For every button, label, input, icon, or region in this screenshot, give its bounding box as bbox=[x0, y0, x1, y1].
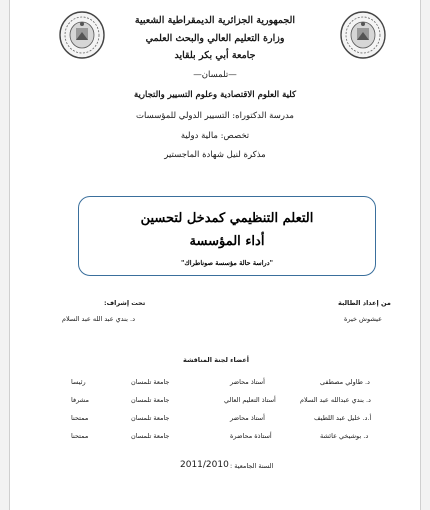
university-seal-left-icon bbox=[58, 10, 106, 60]
member-role: ممتحنا bbox=[71, 432, 89, 440]
member-role: ممتحنا bbox=[71, 414, 89, 422]
member-university: جامعة تلمسان bbox=[131, 396, 170, 404]
header-line-thesis: مذكرة لنيل شهادة الماجستير bbox=[164, 150, 266, 160]
member-name: د. بوشيخي عائشة bbox=[320, 432, 369, 440]
committee-row bbox=[0, 432, 430, 444]
header-line-faculty: كلية العلوم الاقتصادية وعلوم التسيير والتجارية bbox=[133, 90, 297, 100]
member-rank: أستاذ محاضر bbox=[230, 378, 265, 386]
university-seal-right-icon bbox=[339, 10, 387, 60]
member-name: د. طاولي مصطفى bbox=[320, 378, 370, 386]
header-line-republic: الجمهورية الجزائرية الديمقراطية الشعبية bbox=[134, 15, 296, 26]
header-line-ministry: وزارة التعليم العالي والبحث العلمي bbox=[145, 33, 285, 44]
committee-row bbox=[0, 378, 430, 390]
student-name: عيشوش خيرة bbox=[344, 315, 382, 323]
thesis-title-line-2: أداء المؤسسة bbox=[189, 234, 265, 249]
member-name: أ.د. خليل عبد اللطيف bbox=[314, 414, 372, 422]
committee-heading: أعضاء لجنة المناقشة bbox=[183, 356, 250, 364]
supervisor-label: تحت إشراف: bbox=[104, 299, 146, 307]
academic-year-label: السنة الجامعية : bbox=[230, 462, 274, 470]
member-role: رئيسا bbox=[71, 378, 86, 386]
member-university: جامعة تلمسان bbox=[131, 414, 170, 422]
header-line-specialty: تخصص: مالية دولية bbox=[180, 131, 250, 141]
member-university: جامعة تلمسان bbox=[131, 432, 170, 440]
thesis-subtitle: "دراسة حالة مؤسسة صوناطراك" bbox=[181, 259, 273, 267]
thesis-title-box bbox=[78, 196, 376, 276]
member-rank: أستاذ محاضر bbox=[230, 414, 265, 422]
member-role: مشرفا bbox=[71, 396, 89, 404]
committee-row bbox=[0, 396, 430, 408]
member-university: جامعة تلمسان bbox=[131, 378, 170, 386]
academic-year: 2011/2010 bbox=[180, 460, 229, 470]
member-rank: أستاذة محاضرة bbox=[230, 432, 272, 440]
student-label: من إعداد الطالبة bbox=[338, 299, 391, 307]
member-name: د. بندي عبدالله عبد السلام bbox=[300, 396, 371, 404]
member-rank: أستاذ التعليم العالي bbox=[224, 396, 276, 404]
header-line-city: —تلمسان— bbox=[193, 70, 237, 80]
committee-row bbox=[0, 414, 430, 426]
supervisor-name: د. بندي عبد الله عبد السلام bbox=[62, 315, 135, 323]
header-line-university: جامعة أبي بكر بلقايد bbox=[174, 50, 256, 61]
header-line-doctoral-school: مدرسة الدكتوراه: التسيير الدولي للمؤسسات bbox=[136, 111, 294, 121]
thesis-title-line-1: التعلم التنظيمي كمدخل لتحسين bbox=[140, 211, 314, 226]
